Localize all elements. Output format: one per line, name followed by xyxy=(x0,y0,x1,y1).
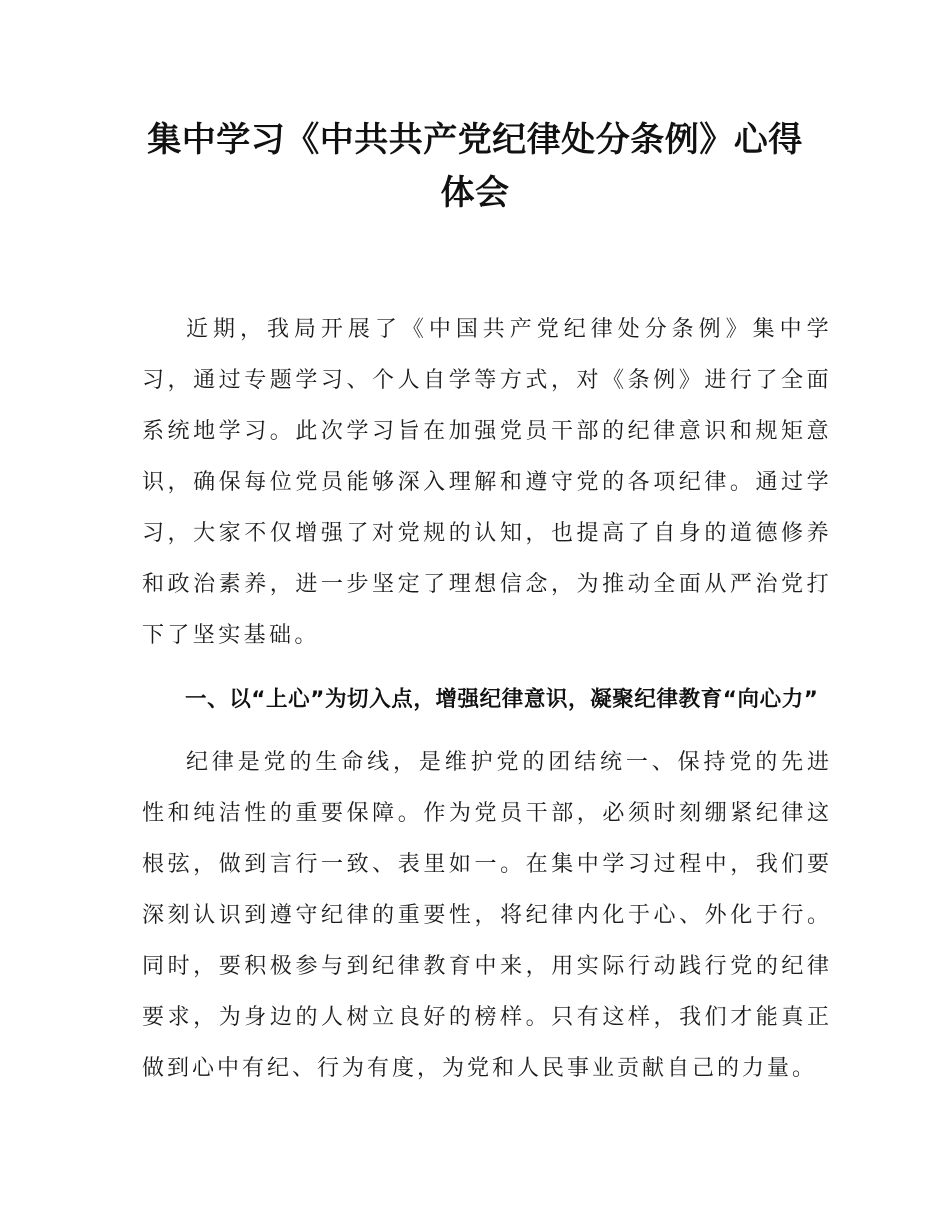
intro-paragraph: 近期，我局开展了《中国共产党纪律处分条例》集中学习，通过专题学习、个人自学等方式，对《条例》进行了全面系统地学习。此次学习旨在加强党员干部的纪律意识和规矩意识，确保每位党员能够深入理解和遵守党的各项纪律。通过学习，大家不仅增强了对党规的认知，也提高了自身的道德修养和政治素养，进一步坚定了理想信念，为推动全面从严治党打下了坚实基础。 xyxy=(142,317,832,648)
title-line-2: 体会 xyxy=(440,173,510,213)
section-1-heading: 一、以“上心”为切入点，增强纪律意识，凝聚纪律教育“向心力” xyxy=(185,687,819,712)
section-1-paragraph: 纪律是党的生命线，是维护党的团结统一、保持党的先进性和纯洁性的重要保障。作为党员干部，必须时刻绷紧纪律这根弦，做到言行一致、表里如一。在集中学习过程中，我们要深刻认识到遵守纪律的重要性，将纪律内化于心、外化于行。同时，要积极参与到纪律教育中来，用实际行动践行党的纪律要求，为身边的人树立良好的榜样。只有这样，我们才能真正做到心中有纪、行为有度，为党和人民事业贡献自己的力量。 xyxy=(142,750,832,1081)
document-body xyxy=(142,304,832,1094)
title-line-1: 集中学习《中共共产党纪律处分条例》心得 xyxy=(147,120,803,160)
document-title xyxy=(140,114,810,220)
